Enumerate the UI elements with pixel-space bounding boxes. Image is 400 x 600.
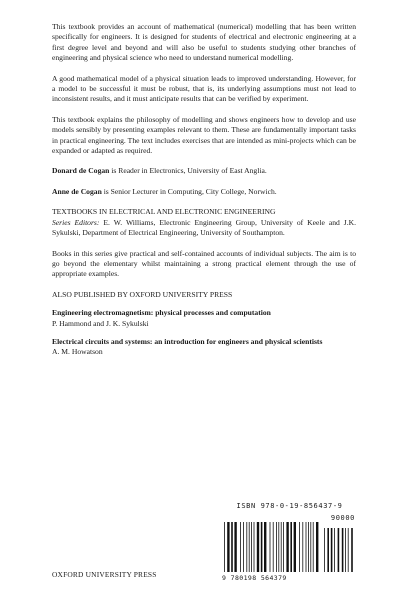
author-bio — [52, 166, 356, 176]
book-authors: A. M. Howatson — [52, 347, 103, 357]
author-bio — [52, 187, 356, 197]
also-published-heading: ALSO PUBLISHED BY OXFORD UNIVERSITY PRESS — [52, 289, 233, 299]
series-editors-label: Series Editors: — [52, 217, 100, 227]
publisher-name: OXFORD UNIVERSITY PRESS — [52, 570, 157, 579]
author-bio-text: is Senior Lecturer in Computing, City College, Norwich. — [101, 186, 277, 196]
description-paragraph: This textbook explains the philosophy of modelling and shows engineers how to develop and use models sensibly by presenting examples relevant to them. These are fundamentally important tasks in practical engineering. The text includes exercises that are intended as mini-projects which can be expanded or adapted as required. — [52, 114, 356, 156]
series-editors — [52, 218, 356, 239]
isbn-text: ISBN 978-0-19-856437-9 — [236, 502, 343, 510]
book-authors: P. Hammond and J. K. Sykulski — [52, 318, 149, 328]
also-published-book — [52, 308, 356, 329]
author-name: Anne de Cogan — [52, 186, 102, 196]
book-title: Engineering electromagnetism: physical processes and computation — [52, 308, 271, 318]
barcode — [222, 502, 357, 586]
series-editors-text: E. W. Williams, Electronic Engineering Group, University of Keele and J.K. Sykulski, Department of Electrical Engineering, University of Southampton. — [52, 217, 356, 238]
barcode-bars — [222, 522, 357, 574]
author-name: Donard de Cogan — [52, 166, 110, 176]
also-published-book — [52, 337, 356, 358]
author-bio-text: is Reader in Electronics, University of East Anglia. — [109, 166, 267, 176]
ean-text: 9 780198 564379 — [222, 574, 287, 582]
description-paragraph: A good mathematical model of a physical situation leads to improved understanding. However, for a model to be successful it must be robust, that is, its underlying assumptions must not lead to inconsistent results, and it must anticipate results that can be verified by experiment. — [52, 73, 356, 104]
series-heading: TEXTBOOKS IN ELECTRICAL AND ELECTRONIC ENGINEERING — [52, 207, 276, 217]
barcode-addon-text: 90000 — [330, 514, 355, 522]
book-title: Electrical circuits and systems: an introduction for engineers and physical scientists — [52, 336, 323, 346]
series-blurb: Books in this series give practical and self-contained accounts of individual subjects. The aim is to go beyond the elementary whilst maintaining a strong practical element through the use of appropriate examples. — [52, 248, 356, 279]
back-cover-text — [52, 22, 356, 366]
description-paragraph: This textbook provides an account of mathematical (numerical) modelling that has been written specifically for engineers. It is designed for students of electrical and electronic engineering at a first degree level and beyond and will also be useful to students studying other branches of engineering and physical science who need to understand numerical modelling. — [52, 22, 356, 63]
